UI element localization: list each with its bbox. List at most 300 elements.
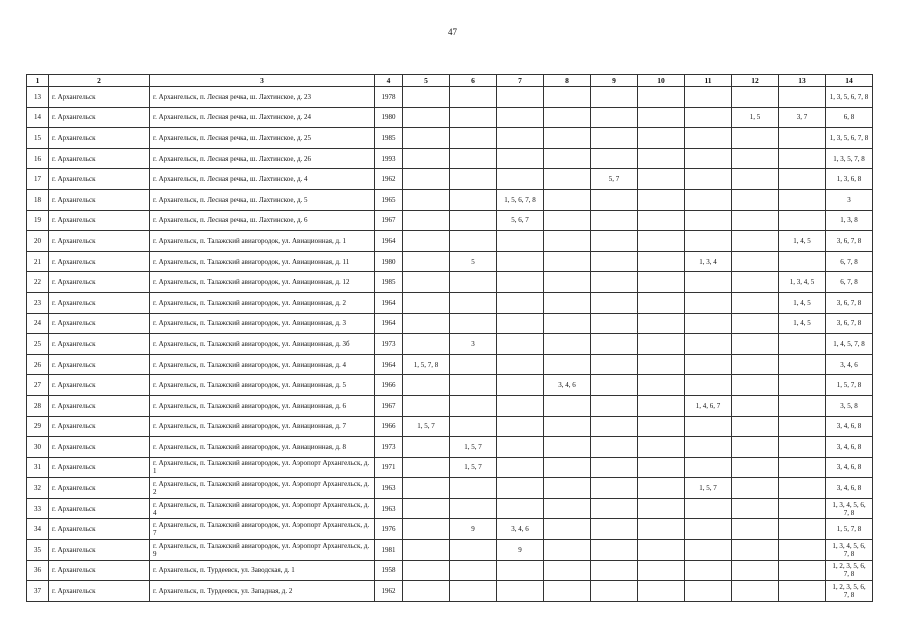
cell-col-5: 1, 5, 7, 8 — [403, 354, 450, 375]
cell-col-14: 3, 5, 8 — [826, 395, 873, 416]
cell-col-13 — [779, 87, 826, 108]
cell-year: 1967 — [375, 395, 403, 416]
cell-col-13 — [779, 354, 826, 375]
cell-col-6: 1, 5, 7 — [450, 437, 497, 458]
cell-col-10 — [638, 375, 685, 396]
cell-col-8 — [544, 540, 591, 561]
cell-row-number: 24 — [27, 313, 49, 334]
cell-col-9 — [591, 313, 638, 334]
cell-col-11 — [685, 416, 732, 437]
cell-col-11 — [685, 272, 732, 293]
cell-col-10 — [638, 416, 685, 437]
cell-address: г. Архангельск, п. Талажский авиагородок, ул. Аэропорт Архангельск, д. 2 — [150, 478, 375, 499]
cell-col-8 — [544, 169, 591, 190]
cell-col-11 — [685, 148, 732, 169]
cell-col-8 — [544, 457, 591, 478]
cell-col-10 — [638, 87, 685, 108]
cell-col-9 — [591, 395, 638, 416]
cell-year: 1967 — [375, 210, 403, 231]
cell-col-9 — [591, 478, 638, 499]
cell-col-13 — [779, 581, 826, 602]
cell-col-11 — [685, 354, 732, 375]
cell-address: г. Архангельск, п. Лесная речка, ш. Лахтинское, д. 6 — [150, 210, 375, 231]
cell-address: г. Архангельск, п. Талажский авиагородок, ул. Авиационная, д. 3 — [150, 313, 375, 334]
cell-col-12 — [732, 375, 779, 396]
cell-col-13 — [779, 478, 826, 499]
table-row — [27, 560, 873, 581]
cell-col-14: 1, 3, 5, 7, 8 — [826, 148, 873, 169]
cell-col-12 — [732, 416, 779, 437]
cell-city: г. Архангельск — [49, 437, 150, 458]
cell-address: г. Архангельск, п. Талажский авиагородок, ул. Авиационная, д. 11 — [150, 251, 375, 272]
cell-col-12 — [732, 354, 779, 375]
table-row — [27, 148, 873, 169]
cell-year: 1962 — [375, 581, 403, 602]
cell-col-12 — [732, 540, 779, 561]
cell-col-10 — [638, 107, 685, 128]
table-row — [27, 519, 873, 540]
cell-col-5 — [403, 395, 450, 416]
cell-row-number: 26 — [27, 354, 49, 375]
cell-col-5 — [403, 560, 450, 581]
cell-city: г. Архангельск — [49, 334, 150, 355]
cell-col-6 — [450, 169, 497, 190]
cell-row-number: 27 — [27, 375, 49, 396]
cell-year: 1973 — [375, 437, 403, 458]
cell-year: 1963 — [375, 498, 403, 519]
cell-col-10 — [638, 519, 685, 540]
cell-year: 1964 — [375, 313, 403, 334]
cell-col-5 — [403, 457, 450, 478]
cell-address: г. Архангельск, п. Талажский авиагородок, ул. Авиационная, д. 1 — [150, 231, 375, 252]
cell-col-12: 1, 5 — [732, 107, 779, 128]
cell-col-7 — [497, 416, 544, 437]
cell-col-5 — [403, 128, 450, 149]
cell-col-11 — [685, 169, 732, 190]
table-row — [27, 313, 873, 334]
cell-col-14: 1, 5, 7, 8 — [826, 375, 873, 396]
cell-city: г. Архангельск — [49, 107, 150, 128]
cell-col-8 — [544, 87, 591, 108]
cell-col-14: 3, 4, 6, 8 — [826, 478, 873, 499]
cell-col-14: 1, 2, 3, 5, 6, 7, 8 — [826, 560, 873, 581]
cell-col-8 — [544, 148, 591, 169]
cell-col-10 — [638, 313, 685, 334]
cell-row-number: 20 — [27, 231, 49, 252]
cell-col-6 — [450, 416, 497, 437]
cell-row-number: 22 — [27, 272, 49, 293]
cell-col-6 — [450, 189, 497, 210]
cell-address: г. Архангельск, п. Талажский авиагородок, ул. Авиационная, д. 4 — [150, 354, 375, 375]
cell-col-5 — [403, 169, 450, 190]
table-row — [27, 375, 873, 396]
cell-col-13 — [779, 498, 826, 519]
cell-col-7 — [497, 560, 544, 581]
table-row — [27, 251, 873, 272]
cell-col-8 — [544, 519, 591, 540]
cell-col-12 — [732, 292, 779, 313]
cell-col-7 — [497, 292, 544, 313]
cell-address: г. Архангельск, п. Талажский авиагородок, ул. Аэропорт Архангельск, д. 1 — [150, 457, 375, 478]
cell-col-7 — [497, 354, 544, 375]
table-header — [27, 75, 873, 87]
cell-col-9 — [591, 148, 638, 169]
cell-col-12 — [732, 210, 779, 231]
cell-year: 1962 — [375, 169, 403, 190]
cell-col-11 — [685, 107, 732, 128]
cell-col-9 — [591, 334, 638, 355]
cell-col-14: 3, 4, 6, 8 — [826, 437, 873, 458]
cell-city: г. Архангельск — [49, 478, 150, 499]
cell-address: г. Архангельск, п. Талажский авиагородок, ул. Аэропорт Архангельск, д. 7 — [150, 519, 375, 540]
cell-col-8 — [544, 313, 591, 334]
cell-col-8 — [544, 560, 591, 581]
cell-col-6 — [450, 560, 497, 581]
cell-col-8 — [544, 498, 591, 519]
cell-col-14: 1, 2, 3, 5, 6, 7, 8 — [826, 581, 873, 602]
cell-col-10 — [638, 272, 685, 293]
cell-col-5 — [403, 148, 450, 169]
cell-col-6 — [450, 354, 497, 375]
cell-col-12 — [732, 478, 779, 499]
cell-col-11 — [685, 334, 732, 355]
cell-col-7 — [497, 128, 544, 149]
table-row — [27, 478, 873, 499]
column-header-12: 12 — [732, 75, 779, 87]
cell-col-13 — [779, 334, 826, 355]
cell-year: 1964 — [375, 354, 403, 375]
cell-col-6 — [450, 210, 497, 231]
cell-col-5 — [403, 292, 450, 313]
column-header-7: 7 — [497, 75, 544, 87]
cell-col-10 — [638, 148, 685, 169]
cell-col-5 — [403, 334, 450, 355]
cell-col-10 — [638, 210, 685, 231]
cell-col-6: 9 — [450, 519, 497, 540]
column-header-14: 14 — [826, 75, 873, 87]
cell-col-14: 1, 3, 4, 5, 6, 7, 8 — [826, 540, 873, 561]
cell-col-7: 1, 5, 6, 7, 8 — [497, 189, 544, 210]
cell-col-7 — [497, 334, 544, 355]
cell-col-11 — [685, 437, 732, 458]
table-row — [27, 210, 873, 231]
cell-address: г. Архангельск, п. Талажский авиагородок, ул. Авиационная, д. 2 — [150, 292, 375, 313]
cell-col-5 — [403, 375, 450, 396]
cell-address: г. Архангельск, п. Талажский авиагородок, ул. Авиационная, д. 3б — [150, 334, 375, 355]
cell-col-7 — [497, 169, 544, 190]
cell-col-11: 1, 3, 4 — [685, 251, 732, 272]
cell-col-5 — [403, 231, 450, 252]
cell-col-14: 1, 3, 5, 6, 7, 8 — [826, 87, 873, 108]
cell-col-11 — [685, 189, 732, 210]
cell-address: г. Архангельск, п. Талажский авиагородок, ул. Авиационная, д. 12 — [150, 272, 375, 293]
table-row — [27, 231, 873, 252]
cell-col-7 — [497, 231, 544, 252]
cell-col-6: 5 — [450, 251, 497, 272]
cell-col-8 — [544, 334, 591, 355]
cell-col-6: 3 — [450, 334, 497, 355]
cell-address: г. Архангельск, п. Турдеевск, ул. Заводская, д. 1 — [150, 560, 375, 581]
cell-col-12 — [732, 272, 779, 293]
cell-col-5 — [403, 251, 450, 272]
cell-col-8 — [544, 395, 591, 416]
cell-year: 1963 — [375, 478, 403, 499]
cell-year: 1966 — [375, 375, 403, 396]
cell-col-11 — [685, 313, 732, 334]
cell-col-9 — [591, 128, 638, 149]
cell-city: г. Архангельск — [49, 560, 150, 581]
cell-col-5 — [403, 498, 450, 519]
cell-address: г. Архангельск, п. Лесная речка, ш. Лахтинское, д. 5 — [150, 189, 375, 210]
cell-col-14: 1, 5, 7, 8 — [826, 519, 873, 540]
cell-col-9 — [591, 581, 638, 602]
column-header-1: 1 — [27, 75, 49, 87]
cell-row-number: 33 — [27, 498, 49, 519]
cell-year: 1980 — [375, 107, 403, 128]
cell-col-10 — [638, 457, 685, 478]
cell-col-14: 3 — [826, 189, 873, 210]
column-header-2: 2 — [49, 75, 150, 87]
table-row — [27, 128, 873, 149]
cell-col-12 — [732, 189, 779, 210]
cell-col-10 — [638, 251, 685, 272]
cell-col-11 — [685, 560, 732, 581]
cell-col-12 — [732, 395, 779, 416]
cell-col-8 — [544, 189, 591, 210]
cell-col-5 — [403, 189, 450, 210]
cell-col-13 — [779, 457, 826, 478]
cell-col-6 — [450, 128, 497, 149]
cell-col-5 — [403, 519, 450, 540]
cell-col-12 — [732, 251, 779, 272]
cell-col-10 — [638, 540, 685, 561]
cell-col-8 — [544, 354, 591, 375]
cell-city: г. Архангельск — [49, 148, 150, 169]
cell-year: 1981 — [375, 540, 403, 561]
cell-col-14: 6, 8 — [826, 107, 873, 128]
cell-col-12 — [732, 560, 779, 581]
cell-col-10 — [638, 128, 685, 149]
cell-col-8 — [544, 251, 591, 272]
cell-col-10 — [638, 498, 685, 519]
cell-col-11 — [685, 375, 732, 396]
cell-col-5 — [403, 87, 450, 108]
cell-col-12 — [732, 457, 779, 478]
cell-city: г. Архангельск — [49, 581, 150, 602]
cell-row-number: 15 — [27, 128, 49, 149]
cell-year: 1978 — [375, 87, 403, 108]
cell-row-number: 30 — [27, 437, 49, 458]
cell-address: г. Архангельск, п. Талажский авиагородок, ул. Авиационная, д. 7 — [150, 416, 375, 437]
cell-address: г. Архангельск, п. Талажский авиагородок, ул. Авиационная, д. 8 — [150, 437, 375, 458]
cell-city: г. Архангельск — [49, 354, 150, 375]
cell-col-9 — [591, 437, 638, 458]
cell-row-number: 17 — [27, 169, 49, 190]
column-header-11: 11 — [685, 75, 732, 87]
cell-address: г. Архангельск, п. Талажский авиагородок, ул. Аэропорт Архангельск, д. 4 — [150, 498, 375, 519]
cell-col-13: 1, 3, 4, 5 — [779, 272, 826, 293]
cell-col-12 — [732, 231, 779, 252]
cell-year: 1993 — [375, 148, 403, 169]
column-header-8: 8 — [544, 75, 591, 87]
cell-city: г. Архангельск — [49, 395, 150, 416]
cell-col-7: 3, 4, 6 — [497, 519, 544, 540]
cell-row-number: 31 — [27, 457, 49, 478]
cell-col-7 — [497, 395, 544, 416]
cell-col-13 — [779, 128, 826, 149]
cell-col-13 — [779, 540, 826, 561]
cell-col-9 — [591, 251, 638, 272]
cell-col-14: 1, 3, 6, 8 — [826, 169, 873, 190]
cell-year: 1980 — [375, 251, 403, 272]
cell-row-number: 36 — [27, 560, 49, 581]
cell-col-13 — [779, 416, 826, 437]
cell-row-number: 19 — [27, 210, 49, 231]
table-row — [27, 272, 873, 293]
cell-row-number: 34 — [27, 519, 49, 540]
cell-col-8 — [544, 581, 591, 602]
cell-row-number: 32 — [27, 478, 49, 499]
table-body — [27, 87, 873, 602]
cell-col-8: 3, 4, 6 — [544, 375, 591, 396]
cell-col-13: 1, 4, 5 — [779, 292, 826, 313]
cell-year: 1971 — [375, 457, 403, 478]
column-header-9: 9 — [591, 75, 638, 87]
cell-col-13 — [779, 169, 826, 190]
cell-col-12 — [732, 169, 779, 190]
cell-col-13: 1, 4, 5 — [779, 231, 826, 252]
cell-col-7: 9 — [497, 540, 544, 561]
cell-col-6 — [450, 498, 497, 519]
cell-city: г. Архангельск — [49, 128, 150, 149]
cell-col-11 — [685, 498, 732, 519]
cell-col-12 — [732, 498, 779, 519]
cell-col-6 — [450, 148, 497, 169]
cell-city: г. Архангельск — [49, 272, 150, 293]
cell-year: 1973 — [375, 334, 403, 355]
cell-col-14: 3, 4, 6, 8 — [826, 457, 873, 478]
cell-city: г. Архангельск — [49, 375, 150, 396]
cell-col-13: 1, 4, 5 — [779, 313, 826, 334]
cell-col-14: 3, 6, 7, 8 — [826, 292, 873, 313]
cell-col-5 — [403, 437, 450, 458]
column-header-13: 13 — [779, 75, 826, 87]
table-row — [27, 498, 873, 519]
cell-row-number: 37 — [27, 581, 49, 602]
cell-year: 1964 — [375, 292, 403, 313]
cell-col-12 — [732, 87, 779, 108]
cell-row-number: 16 — [27, 148, 49, 169]
cell-col-11 — [685, 128, 732, 149]
cell-col-5: 1, 5, 7 — [403, 416, 450, 437]
cell-col-13 — [779, 210, 826, 231]
cell-city: г. Архангельск — [49, 251, 150, 272]
cell-col-7: 5, 6, 7 — [497, 210, 544, 231]
cell-city: г. Архангельск — [49, 292, 150, 313]
cell-col-11 — [685, 540, 732, 561]
table-row — [27, 437, 873, 458]
cell-col-9 — [591, 540, 638, 561]
cell-col-6 — [450, 581, 497, 602]
cell-city: г. Архангельск — [49, 210, 150, 231]
cell-col-10 — [638, 354, 685, 375]
buildings-table — [26, 74, 873, 602]
cell-city: г. Архангельск — [49, 169, 150, 190]
cell-col-12 — [732, 437, 779, 458]
cell-col-7 — [497, 313, 544, 334]
cell-col-11: 1, 4, 6, 7 — [685, 395, 732, 416]
cell-address: г. Архангельск, п. Талажский авиагородок, ул. Авиационная, д. 6 — [150, 395, 375, 416]
cell-col-9 — [591, 375, 638, 396]
cell-col-14: 1, 4, 5, 7, 8 — [826, 334, 873, 355]
cell-col-5 — [403, 478, 450, 499]
cell-city: г. Архангельск — [49, 313, 150, 334]
cell-col-14: 1, 3, 4, 5, 6, 7, 8 — [826, 498, 873, 519]
cell-col-11 — [685, 231, 732, 252]
cell-address: г. Архангельск, п. Лесная речка, ш. Лахтинское, д. 24 — [150, 107, 375, 128]
table-row — [27, 334, 873, 355]
cell-col-5 — [403, 210, 450, 231]
cell-address: г. Архангельск, п. Турдеевск, ул. Западная, д. 2 — [150, 581, 375, 602]
cell-col-6 — [450, 313, 497, 334]
cell-col-7 — [497, 437, 544, 458]
cell-year: 1985 — [375, 128, 403, 149]
cell-city: г. Архангельск — [49, 540, 150, 561]
cell-city: г. Архангельск — [49, 87, 150, 108]
table-row — [27, 87, 873, 108]
cell-year: 1985 — [375, 272, 403, 293]
cell-col-13 — [779, 375, 826, 396]
cell-col-12 — [732, 313, 779, 334]
cell-col-13 — [779, 560, 826, 581]
cell-col-14: 1, 3, 8 — [826, 210, 873, 231]
cell-col-5 — [403, 581, 450, 602]
table-row — [27, 107, 873, 128]
cell-year: 1976 — [375, 519, 403, 540]
cell-col-7 — [497, 478, 544, 499]
cell-col-7 — [497, 457, 544, 478]
cell-col-5 — [403, 540, 450, 561]
cell-col-14: 3, 4, 6 — [826, 354, 873, 375]
table-row — [27, 189, 873, 210]
cell-col-12 — [732, 128, 779, 149]
cell-col-6 — [450, 87, 497, 108]
cell-col-6: 1, 5, 7 — [450, 457, 497, 478]
cell-address: г. Архангельск, п. Лесная речка, ш. Лахтинское, д. 4 — [150, 169, 375, 190]
cell-col-9 — [591, 519, 638, 540]
cell-row-number: 18 — [27, 189, 49, 210]
cell-row-number: 35 — [27, 540, 49, 561]
cell-col-9 — [591, 189, 638, 210]
cell-col-12 — [732, 581, 779, 602]
column-header-10: 10 — [638, 75, 685, 87]
cell-col-14: 1, 3, 5, 6, 7, 8 — [826, 128, 873, 149]
cell-col-14: 3, 6, 7, 8 — [826, 313, 873, 334]
column-header-6: 6 — [450, 75, 497, 87]
cell-col-10 — [638, 581, 685, 602]
cell-col-8 — [544, 478, 591, 499]
column-header-3: 3 — [150, 75, 375, 87]
cell-col-11: 1, 5, 7 — [685, 478, 732, 499]
cell-col-8 — [544, 272, 591, 293]
cell-col-7 — [497, 272, 544, 293]
cell-city: г. Архангельск — [49, 189, 150, 210]
table-row — [27, 292, 873, 313]
cell-col-7 — [497, 581, 544, 602]
cell-col-13 — [779, 251, 826, 272]
cell-address: г. Архангельск, п. Талажский авиагородок, ул. Аэропорт Архангельск, д. 9 — [150, 540, 375, 561]
table-row — [27, 354, 873, 375]
